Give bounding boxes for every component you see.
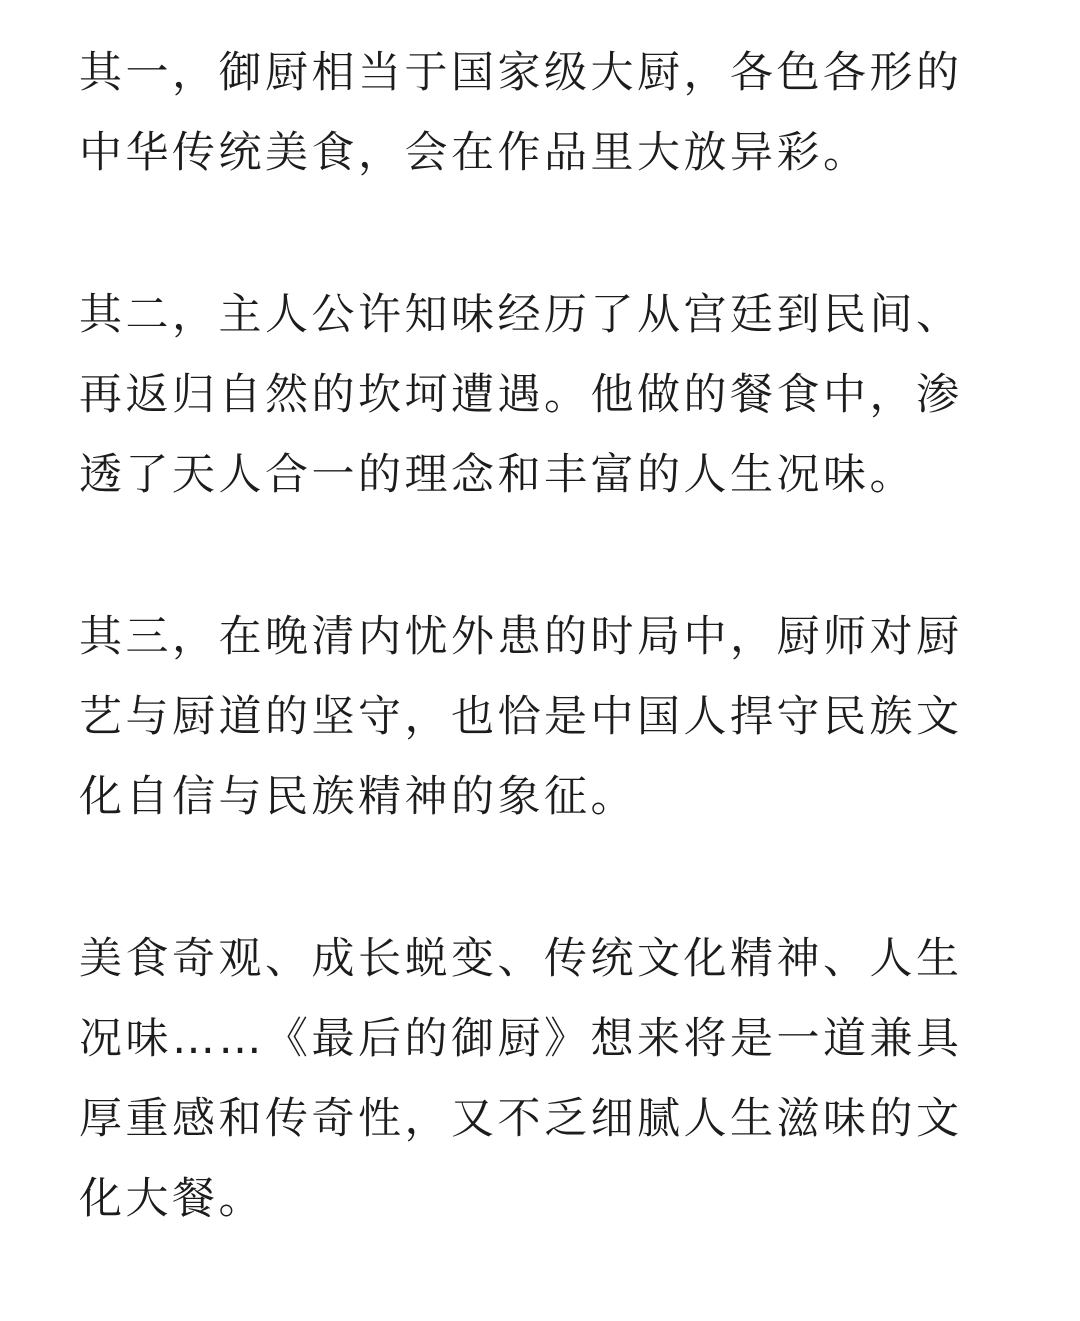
- paragraph-3: [79, 597, 1009, 837]
- text-line: 化自信与民族精神的象征。: [79, 772, 637, 822]
- text-line: 其二，主人公许知味经历了从宫廷到民间、: [79, 290, 963, 340]
- paragraph-1: [79, 33, 1009, 193]
- text-line: 厚重感和传奇性，又不乏细腻人生滋味的文: [79, 1094, 963, 1144]
- paragraph-4: [79, 919, 1009, 1239]
- text-line: 其一，御厨相当于国家级大厨，各色各形的: [79, 48, 963, 98]
- article-body: [79, 33, 1009, 1321]
- text-line: 化大餐。: [79, 1174, 265, 1224]
- text-line: 其三，在晚清内忧外患的时局中，厨师对厨: [79, 612, 963, 662]
- text-line: 透了天人合一的理念和丰富的人生况味。: [79, 450, 916, 500]
- text-line: 况味……《最后的御厨》想来将是一道兼具: [79, 1014, 963, 1064]
- text-line: 美食奇观、成长蜕变、传统文化精神、人生: [79, 934, 963, 984]
- text-line: 中华传统美食，会在作品里大放异彩。: [79, 128, 870, 178]
- paragraph-2: [79, 275, 1009, 515]
- text-line: 艺与厨道的坚守，也恰是中国人捍守民族文: [79, 692, 963, 742]
- text-line: 再返归自然的坎坷遭遇。他做的餐食中，渗: [79, 370, 963, 420]
